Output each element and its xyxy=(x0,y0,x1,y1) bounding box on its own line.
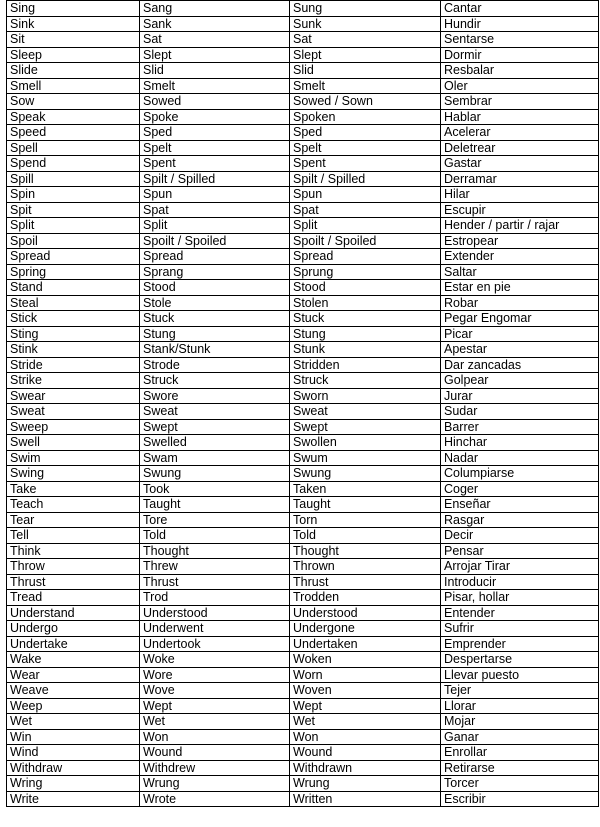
spanish-translation-cell: Oler xyxy=(441,78,599,94)
infinitive-cell: Undertake xyxy=(7,636,140,652)
table-row xyxy=(7,47,599,63)
spanish-translation-cell: Resbalar xyxy=(441,63,599,79)
table-row xyxy=(7,32,599,48)
spanish-translation-cell: Entender xyxy=(441,605,599,621)
infinitive-cell: Teach xyxy=(7,497,140,513)
past-participle-cell: Written xyxy=(290,791,441,807)
table-row xyxy=(7,528,599,544)
table-row xyxy=(7,125,599,141)
table-row xyxy=(7,760,599,776)
past-simple-cell: Threw xyxy=(140,559,290,575)
table-row xyxy=(7,652,599,668)
table-row xyxy=(7,559,599,575)
table-row xyxy=(7,342,599,358)
infinitive-cell: Sweat xyxy=(7,404,140,420)
table-row xyxy=(7,714,599,730)
table-row xyxy=(7,109,599,125)
past-participle-cell: Told xyxy=(290,528,441,544)
infinitive-cell: Split xyxy=(7,218,140,234)
table-row xyxy=(7,295,599,311)
table-row xyxy=(7,94,599,110)
past-simple-cell: Tore xyxy=(140,512,290,528)
infinitive-cell: Wear xyxy=(7,667,140,683)
verbs-table-body xyxy=(7,1,599,807)
infinitive-cell: Win xyxy=(7,729,140,745)
past-simple-cell: Spilt / Spilled xyxy=(140,171,290,187)
table-row xyxy=(7,791,599,807)
infinitive-cell: Tear xyxy=(7,512,140,528)
infinitive-cell: Speed xyxy=(7,125,140,141)
spanish-translation-cell: Dar zancadas xyxy=(441,357,599,373)
table-row xyxy=(7,373,599,389)
table-row xyxy=(7,512,599,528)
infinitive-cell: Spend xyxy=(7,156,140,172)
spanish-translation-cell: Sufrir xyxy=(441,621,599,637)
past-participle-cell: Wept xyxy=(290,698,441,714)
past-simple-cell: Sprang xyxy=(140,264,290,280)
past-participle-cell: Wound xyxy=(290,745,441,761)
past-participle-cell: Thrown xyxy=(290,559,441,575)
spanish-translation-cell: Pisar, hollar xyxy=(441,590,599,606)
past-simple-cell: Wore xyxy=(140,667,290,683)
past-participle-cell: Stood xyxy=(290,280,441,296)
table-row xyxy=(7,311,599,327)
spanish-translation-cell: Gastar xyxy=(441,156,599,172)
past-simple-cell: Took xyxy=(140,481,290,497)
past-simple-cell: Swam xyxy=(140,450,290,466)
infinitive-cell: Withdraw xyxy=(7,760,140,776)
spanish-translation-cell: Coger xyxy=(441,481,599,497)
past-participle-cell: Won xyxy=(290,729,441,745)
infinitive-cell: Smell xyxy=(7,78,140,94)
infinitive-cell: Tell xyxy=(7,528,140,544)
past-simple-cell: Trod xyxy=(140,590,290,606)
past-simple-cell: Strode xyxy=(140,357,290,373)
spanish-translation-cell: Hinchar xyxy=(441,435,599,451)
past-simple-cell: Won xyxy=(140,729,290,745)
table-row xyxy=(7,776,599,792)
past-participle-cell: Sat xyxy=(290,32,441,48)
infinitive-cell: Throw xyxy=(7,559,140,575)
past-participle-cell: Slid xyxy=(290,63,441,79)
spanish-translation-cell: Sentarse xyxy=(441,32,599,48)
spanish-translation-cell: Escupir xyxy=(441,202,599,218)
spanish-translation-cell: Llorar xyxy=(441,698,599,714)
infinitive-cell: Sweep xyxy=(7,419,140,435)
spanish-translation-cell: Apestar xyxy=(441,342,599,358)
past-simple-cell: Sat xyxy=(140,32,290,48)
past-simple-cell: Stood xyxy=(140,280,290,296)
past-participle-cell: Swept xyxy=(290,419,441,435)
past-simple-cell: Told xyxy=(140,528,290,544)
infinitive-cell: Sit xyxy=(7,32,140,48)
infinitive-cell: Sing xyxy=(7,1,140,17)
table-row xyxy=(7,280,599,296)
past-participle-cell: Withdrawn xyxy=(290,760,441,776)
past-participle-cell: Spat xyxy=(290,202,441,218)
spanish-translation-cell: Hilar xyxy=(441,187,599,203)
past-participle-cell: Spun xyxy=(290,187,441,203)
table-row xyxy=(7,1,599,17)
past-participle-cell: Trodden xyxy=(290,590,441,606)
table-row xyxy=(7,435,599,451)
past-simple-cell: Stank/Stunk xyxy=(140,342,290,358)
table-row xyxy=(7,636,599,652)
table-row xyxy=(7,590,599,606)
spanish-translation-cell: Hablar xyxy=(441,109,599,125)
spanish-translation-cell: Robar xyxy=(441,295,599,311)
past-participle-cell: Swollen xyxy=(290,435,441,451)
spanish-translation-cell: Llevar puesto xyxy=(441,667,599,683)
past-participle-cell: Torn xyxy=(290,512,441,528)
spanish-translation-cell: Sudar xyxy=(441,404,599,420)
infinitive-cell: Wake xyxy=(7,652,140,668)
infinitive-cell: Write xyxy=(7,791,140,807)
spanish-translation-cell: Picar xyxy=(441,326,599,342)
past-participle-cell: Taken xyxy=(290,481,441,497)
table-row xyxy=(7,264,599,280)
past-simple-cell: Wrote xyxy=(140,791,290,807)
spanish-translation-cell: Dormir xyxy=(441,47,599,63)
past-participle-cell: Taught xyxy=(290,497,441,513)
table-row xyxy=(7,156,599,172)
spanish-translation-cell: Pensar xyxy=(441,543,599,559)
infinitive-cell: Strike xyxy=(7,373,140,389)
infinitive-cell: Wind xyxy=(7,745,140,761)
spanish-translation-cell: Extender xyxy=(441,249,599,265)
past-simple-cell: Wept xyxy=(140,698,290,714)
past-participle-cell: Wet xyxy=(290,714,441,730)
past-simple-cell: Spent xyxy=(140,156,290,172)
spanish-translation-cell: Estropear xyxy=(441,233,599,249)
past-participle-cell: Worn xyxy=(290,667,441,683)
table-row xyxy=(7,621,599,637)
spanish-translation-cell: Decir xyxy=(441,528,599,544)
infinitive-cell: Swim xyxy=(7,450,140,466)
infinitive-cell: Sink xyxy=(7,16,140,32)
table-row xyxy=(7,249,599,265)
infinitive-cell: Think xyxy=(7,543,140,559)
past-participle-cell: Struck xyxy=(290,373,441,389)
past-participle-cell: Woven xyxy=(290,683,441,699)
table-row xyxy=(7,497,599,513)
table-row xyxy=(7,171,599,187)
infinitive-cell: Speak xyxy=(7,109,140,125)
infinitive-cell: Thrust xyxy=(7,574,140,590)
table-row xyxy=(7,16,599,32)
past-simple-cell: Sped xyxy=(140,125,290,141)
past-participle-cell: Stung xyxy=(290,326,441,342)
past-simple-cell: Swelled xyxy=(140,435,290,451)
past-participle-cell: Sworn xyxy=(290,388,441,404)
table-row xyxy=(7,450,599,466)
infinitive-cell: Understand xyxy=(7,605,140,621)
spanish-translation-cell: Cantar xyxy=(441,1,599,17)
infinitive-cell: Wet xyxy=(7,714,140,730)
spanish-translation-cell: Rasgar xyxy=(441,512,599,528)
infinitive-cell: Spoil xyxy=(7,233,140,249)
past-simple-cell: Swept xyxy=(140,419,290,435)
past-participle-cell: Stridden xyxy=(290,357,441,373)
spanish-translation-cell: Columpiarse xyxy=(441,466,599,482)
infinitive-cell: Spread xyxy=(7,249,140,265)
table-row xyxy=(7,574,599,590)
past-participle-cell: Stunk xyxy=(290,342,441,358)
infinitive-cell: Stride xyxy=(7,357,140,373)
spanish-translation-cell: Enseñar xyxy=(441,497,599,513)
past-participle-cell: Undergone xyxy=(290,621,441,637)
past-simple-cell: Slid xyxy=(140,63,290,79)
infinitive-cell: Spin xyxy=(7,187,140,203)
table-row xyxy=(7,543,599,559)
infinitive-cell: Stick xyxy=(7,311,140,327)
spanish-translation-cell: Pegar Engomar xyxy=(441,311,599,327)
past-participle-cell: Slept xyxy=(290,47,441,63)
past-participle-cell: Sowed / Sown xyxy=(290,94,441,110)
past-simple-cell: Withdrew xyxy=(140,760,290,776)
infinitive-cell: Spring xyxy=(7,264,140,280)
spanish-translation-cell: Hundir xyxy=(441,16,599,32)
past-simple-cell: Spoilt / Spoiled xyxy=(140,233,290,249)
spanish-translation-cell: Estar en pie xyxy=(441,280,599,296)
past-simple-cell: Spun xyxy=(140,187,290,203)
spanish-translation-cell: Saltar xyxy=(441,264,599,280)
past-simple-cell: Spat xyxy=(140,202,290,218)
infinitive-cell: Weave xyxy=(7,683,140,699)
past-simple-cell: Wound xyxy=(140,745,290,761)
spanish-translation-cell: Escribir xyxy=(441,791,599,807)
infinitive-cell: Spit xyxy=(7,202,140,218)
table-row xyxy=(7,745,599,761)
spanish-translation-cell: Introducir xyxy=(441,574,599,590)
table-row xyxy=(7,233,599,249)
spanish-translation-cell: Barrer xyxy=(441,419,599,435)
past-simple-cell: Sowed xyxy=(140,94,290,110)
past-participle-cell: Spread xyxy=(290,249,441,265)
table-row xyxy=(7,605,599,621)
past-participle-cell: Spilt / Spilled xyxy=(290,171,441,187)
past-simple-cell: Sank xyxy=(140,16,290,32)
table-row xyxy=(7,218,599,234)
past-participle-cell: Smelt xyxy=(290,78,441,94)
past-simple-cell: Spread xyxy=(140,249,290,265)
spanish-translation-cell: Tejer xyxy=(441,683,599,699)
past-simple-cell: Wove xyxy=(140,683,290,699)
infinitive-cell: Sow xyxy=(7,94,140,110)
past-simple-cell: Split xyxy=(140,218,290,234)
past-participle-cell: Undertaken xyxy=(290,636,441,652)
spanish-translation-cell: Despertarse xyxy=(441,652,599,668)
table-row xyxy=(7,187,599,203)
past-simple-cell: Thrust xyxy=(140,574,290,590)
irregular-verbs-table xyxy=(6,0,599,807)
infinitive-cell: Undergo xyxy=(7,621,140,637)
past-simple-cell: Stole xyxy=(140,295,290,311)
past-simple-cell: Sang xyxy=(140,1,290,17)
past-participle-cell: Wrung xyxy=(290,776,441,792)
infinitive-cell: Sleep xyxy=(7,47,140,63)
infinitive-cell: Slide xyxy=(7,63,140,79)
past-simple-cell: Swung xyxy=(140,466,290,482)
past-participle-cell: Spent xyxy=(290,156,441,172)
past-simple-cell: Underwent xyxy=(140,621,290,637)
past-simple-cell: Struck xyxy=(140,373,290,389)
past-simple-cell: Spelt xyxy=(140,140,290,156)
table-row xyxy=(7,667,599,683)
spanish-translation-cell: Nadar xyxy=(441,450,599,466)
past-participle-cell: Spoken xyxy=(290,109,441,125)
past-participle-cell: Thought xyxy=(290,543,441,559)
infinitive-cell: Spill xyxy=(7,171,140,187)
past-participle-cell: Spoilt / Spoiled xyxy=(290,233,441,249)
past-participle-cell: Spelt xyxy=(290,140,441,156)
spanish-translation-cell: Hender / partir / rajar xyxy=(441,218,599,234)
spanish-translation-cell: Emprender xyxy=(441,636,599,652)
past-simple-cell: Smelt xyxy=(140,78,290,94)
past-participle-cell: Sung xyxy=(290,1,441,17)
infinitive-cell: Swell xyxy=(7,435,140,451)
spanish-translation-cell: Retirarse xyxy=(441,760,599,776)
table-row xyxy=(7,404,599,420)
infinitive-cell: Weep xyxy=(7,698,140,714)
spanish-translation-cell: Acelerar xyxy=(441,125,599,141)
infinitive-cell: Take xyxy=(7,481,140,497)
table-row xyxy=(7,326,599,342)
past-participle-cell: Sped xyxy=(290,125,441,141)
spanish-translation-cell: Mojar xyxy=(441,714,599,730)
infinitive-cell: Spell xyxy=(7,140,140,156)
past-simple-cell: Swore xyxy=(140,388,290,404)
past-simple-cell: Thought xyxy=(140,543,290,559)
past-participle-cell: Swum xyxy=(290,450,441,466)
infinitive-cell: Stink xyxy=(7,342,140,358)
infinitive-cell: Tread xyxy=(7,590,140,606)
past-participle-cell: Stolen xyxy=(290,295,441,311)
table-row xyxy=(7,140,599,156)
spanish-translation-cell: Torcer xyxy=(441,776,599,792)
past-participle-cell: Sweat xyxy=(290,404,441,420)
infinitive-cell: Swear xyxy=(7,388,140,404)
table-row xyxy=(7,78,599,94)
past-participle-cell: Swung xyxy=(290,466,441,482)
spanish-translation-cell: Arrojar Tirar xyxy=(441,559,599,575)
past-simple-cell: Stung xyxy=(140,326,290,342)
table-row xyxy=(7,481,599,497)
table-row xyxy=(7,202,599,218)
past-simple-cell: Taught xyxy=(140,497,290,513)
infinitive-cell: Stand xyxy=(7,280,140,296)
past-simple-cell: Sweat xyxy=(140,404,290,420)
past-participle-cell: Thrust xyxy=(290,574,441,590)
past-simple-cell: Spoke xyxy=(140,109,290,125)
past-participle-cell: Sunk xyxy=(290,16,441,32)
past-participle-cell: Split xyxy=(290,218,441,234)
past-simple-cell: Woke xyxy=(140,652,290,668)
past-participle-cell: Understood xyxy=(290,605,441,621)
past-simple-cell: Wrung xyxy=(140,776,290,792)
spanish-translation-cell: Ganar xyxy=(441,729,599,745)
table-row xyxy=(7,388,599,404)
spanish-translation-cell: Derramar xyxy=(441,171,599,187)
table-row xyxy=(7,729,599,745)
table-row xyxy=(7,63,599,79)
table-row xyxy=(7,698,599,714)
past-simple-cell: Understood xyxy=(140,605,290,621)
past-simple-cell: Undertook xyxy=(140,636,290,652)
table-row xyxy=(7,466,599,482)
spanish-translation-cell: Deletrear xyxy=(441,140,599,156)
infinitive-cell: Wring xyxy=(7,776,140,792)
past-participle-cell: Stuck xyxy=(290,311,441,327)
past-simple-cell: Wet xyxy=(140,714,290,730)
spanish-translation-cell: Enrollar xyxy=(441,745,599,761)
past-simple-cell: Slept xyxy=(140,47,290,63)
past-participle-cell: Sprung xyxy=(290,264,441,280)
past-participle-cell: Woken xyxy=(290,652,441,668)
infinitive-cell: Sting xyxy=(7,326,140,342)
table-row xyxy=(7,683,599,699)
table-row xyxy=(7,357,599,373)
spanish-translation-cell: Sembrar xyxy=(441,94,599,110)
spanish-translation-cell: Golpear xyxy=(441,373,599,389)
spanish-translation-cell: Jurar xyxy=(441,388,599,404)
past-simple-cell: Stuck xyxy=(140,311,290,327)
infinitive-cell: Steal xyxy=(7,295,140,311)
infinitive-cell: Swing xyxy=(7,466,140,482)
table-row xyxy=(7,419,599,435)
